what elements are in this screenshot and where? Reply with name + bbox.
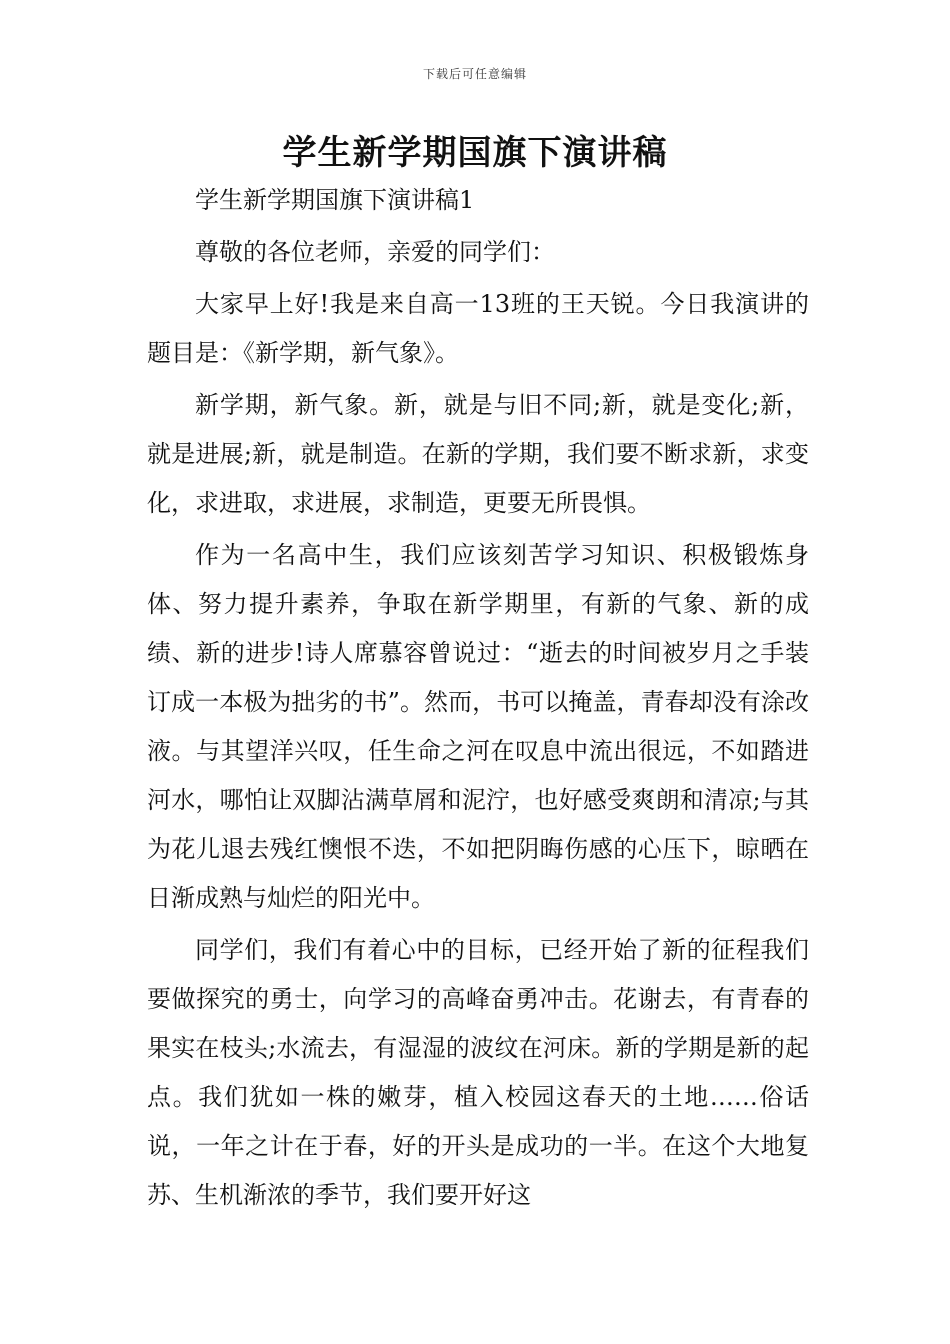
paragraph: 新学期，新气象。新，就是与旧不同;新，就是变化;新，就是进展;新，就是制造。在新的学期，我们要不断求新，求变化，求进取，求进展，求制造，更要无所畏惧。	[147, 391, 809, 517]
document-title: 学生新学期国旗下演讲稿	[282, 133, 668, 173]
paragraph: 作为一名高中生，我们应该刻苦学习知识、积极锻炼身体、努力提升素养，争取在新学期里，有新的气象、新的成绩、新的进步!诗人席慕容曾说过：“逝去的时间被岁月之手装订成一本极为拙劣的书”。然而，书可以掩盖，青春却没有涂改液。与其望洋兴叹，任生命之河在叹息中流出很远，不如踏进河水，哪怕让双脚沾满草屑和泥泞，也好感受爽朗和清凉;与其为花儿退去残红懊恨不迭，不如把阴晦伤感的心压下，晾晒在日渐成熟与灿烂的阳光中。	[147, 541, 809, 912]
paragraph: 大家早上好!我是来自高一13班的王天锐。今日我演讲的题目是：《新学期，新气象》。	[147, 290, 809, 367]
document-body	[147, 176, 809, 1220]
header-note: 下载后可任意编辑	[422, 67, 527, 81]
paragraph-subtitle: 学生新学期国旗下演讲稿1	[195, 186, 475, 214]
paragraph: 同学们，我们有着心中的目标，已经开始了新的征程我们要做探究的勇士，向学习的高峰奋勇冲击。花谢去，有青春的果实在枝头;水流去，有湿湿的波纹在河床。新的学期是新的起点。我们犹如一株的嫩芽，植入校园这春天的土地……俗话说，一年之计在于春，好的开头是成功的一半。在这个大地复苏、生机渐浓的季节，我们要开好这	[147, 936, 809, 1209]
paragraph-greeting: 尊敬的各位老师，亲爱的同学们：	[195, 238, 555, 266]
